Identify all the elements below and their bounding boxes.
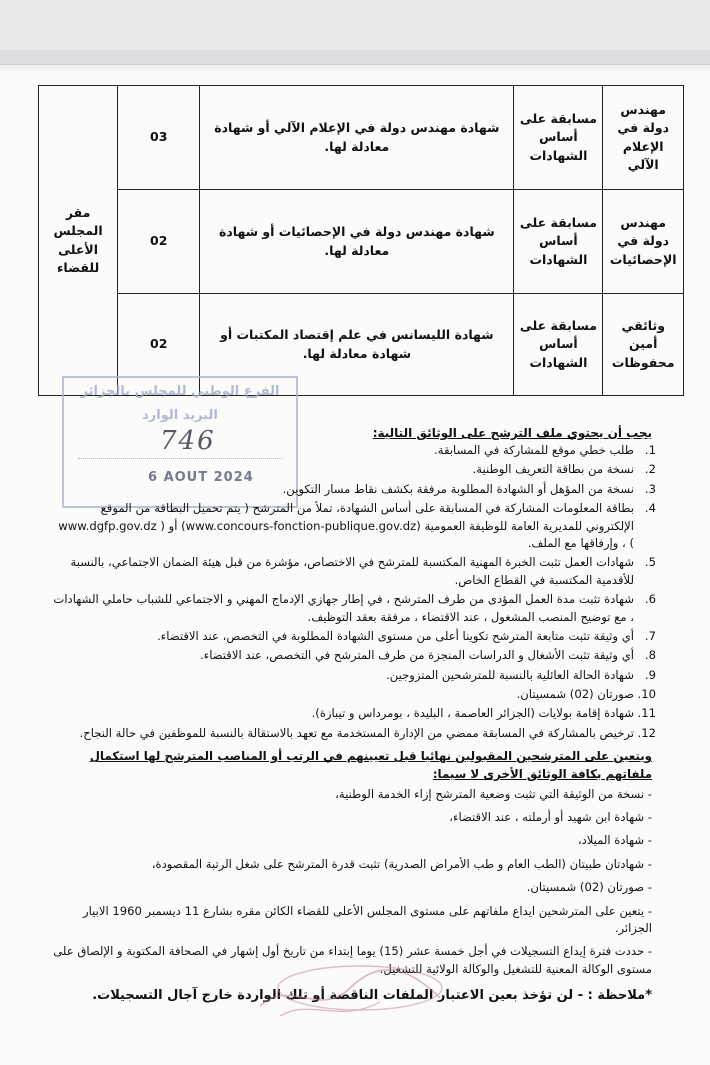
item-text: بطاقة المعلومات المشاركة في المسابقة على أساس الشهادة، تملأ من المترشح ( يتم تحميل البطاقة من الموقع الإلكتروني للمديرية العامة للوظيفة العمومية (www.concours-fonction-publique.gov.dz) أو ( www.dgfp.gov.dz ) ، وإرفاقها مع الملف.	[58, 501, 634, 550]
item-text: ترخيص بالمشاركة في المسابقة ممضي من الإدارة المستخدمة مع تعهد بالاستقالة بالنسبة للموظفين في حالة النجاح.	[79, 725, 634, 740]
list-item	[52, 554, 656, 589]
item-text: أي وثيقة تثبت الأشغال و الدراسات المنجزة من طرف المترشح في التخصص، عند الاقتضاء.	[200, 648, 634, 663]
item-number: 10.	[637, 687, 656, 702]
stamp-number: 746	[160, 426, 216, 456]
positions-table	[38, 85, 684, 396]
item-text: نسخة من المؤهل أو الشهادة المطلوبة مرفقة بكشف نقاط مسار التكوين.	[282, 481, 634, 496]
list-item	[52, 725, 656, 742]
table-row	[39, 86, 684, 190]
location-cell: مقر المجلس الأعلى للقضاء	[39, 86, 118, 396]
item-number: 8.	[644, 648, 656, 663]
item-text: شهادة إقامة بولايات (الجزائر العاصمة ، البليدة ، بومرداس و تيبازة).	[311, 706, 634, 721]
certificate-cell: شهادة مهندس دولة في الإحصائيات أو شهادة معادلة لها.	[200, 190, 514, 294]
item-number: 5.	[644, 555, 656, 570]
required-documents-section	[52, 424, 656, 1006]
item-number: 12.	[637, 725, 656, 740]
item-text: شهادة تثبت مدة العمل المؤدى من طرف المترشح ، في إطار جهازي الإدماج المهني و الاجتماعي للشباب حاملي الشهادات ، مع توضيح المنصب المشغول ، عند الاقتضاء ، مرفقة بعقد التوظيف.	[53, 592, 634, 624]
item-text: صورتان (02) شمسيتان.	[516, 687, 634, 702]
list-item: - شهادة ابن شهيد أو أرملته ، عند الاقتضاء،	[449, 810, 652, 825]
accepted-documents-list	[52, 786, 652, 897]
grade-cell: مهندس دولة في الإعلام الآلي	[603, 86, 684, 190]
item-number: 4.	[644, 501, 656, 516]
item-text: طلب خطي موقع للمشاركة في المسابقة.	[434, 443, 634, 457]
deposit-instruction: - يتعين على المترشحين ايداع ملفاتهم على مستوى المجلس الأعلى للقضاء الكائن مقره بشارع 11 ديسمبر 1960 الابيار الجزائر.	[82, 903, 652, 935]
list-item	[52, 686, 656, 703]
list-item	[52, 647, 656, 664]
item-text: شهادة الحالة العائلية بالنسبة للمترشحين المتزوجين.	[386, 667, 634, 682]
stamp-line-2: البريد الوارد	[142, 408, 218, 423]
list-item	[52, 628, 656, 645]
mode-cell: مسابقة على أساس الشهادات	[514, 190, 603, 294]
list-item: - شهادتان طبيتان (الطب العام و طب الأمراض الصدرية) تثبت قدرة المترشح على شغل الرتبة المقصودة،	[151, 856, 652, 871]
list-item: - صورتان (02) شمسيتان.	[526, 880, 652, 895]
mode-cell: مسابقة على أساس الشهادات	[514, 86, 603, 190]
documents-list	[52, 442, 656, 742]
previous-page-strip	[0, 0, 710, 65]
note: *ملاحظة : - لن تؤخذ بعين الاعتبار الملفات الناقصة أو تلك الواردة خارج آجال التسجيلات.	[92, 988, 652, 1004]
certificate-cell: شهادة الليسانس في علم إقتصاد المكتبات أو شهادة معادلة لها.	[200, 294, 514, 396]
stamp-date: 6 AOUT 2024	[148, 470, 254, 485]
item-number: 1.	[644, 443, 656, 457]
list-item	[52, 500, 656, 552]
grade-cell: وثائقي أمين محفوظات	[603, 294, 684, 396]
positions-cell: 03	[118, 86, 200, 190]
item-text: أي وثيقة تثبت متابعة المترشح تكوينا أعلى من مستوى الشهادة المطلوبة في التخصص، عند الاقتضاء.	[157, 628, 634, 643]
certificate-cell: شهادة مهندس دولة في الإعلام الآلي أو شهادة معادلة لها.	[200, 86, 514, 190]
mode-cell: مسابقة على أساس الشهادات	[514, 294, 603, 396]
list-item	[52, 667, 656, 684]
item-text: نسخة من بطاقة التعريف الوطنية.	[472, 462, 634, 477]
item-text: شهادات العمل تثبت الخبرة المهنية المكتسبة للمترشح في الاختصاص، مؤشرة من قبل هيئة الضمان الاجتماعي، بالنسبة للأقدمية المكتسبة في القطاع الخاص.	[70, 555, 634, 587]
list-item	[52, 461, 656, 478]
list-item: - نسخة من الوثيقة التي تثبت وضعية المترشح إزاء الخدمة الوطنية،	[335, 786, 652, 801]
positions-cell: 02	[118, 190, 200, 294]
stamp-line-1: الفرع الوطني للمجلس بالجزائر	[80, 384, 280, 399]
list-item	[52, 591, 656, 626]
item-number: 7.	[644, 628, 656, 643]
item-number: 9.	[644, 667, 656, 682]
page-edge	[0, 50, 710, 64]
grade-cell: مهندس دولة في الإحصائيات	[603, 190, 684, 294]
list-item	[52, 442, 656, 459]
signature-stamp-icon	[250, 958, 450, 1028]
deposit-period: - حددت فترة إيداع التسجيلات في أجل خمسة عشر (15) يوما إبتداء من تاريخ أول إشهار في الصحافة المكتوبة و الإلصاق على مستوى الوكالة المعنية للتشغيل والوكالة الولائية للتشغيل.	[53, 944, 652, 976]
documents-heading: يجب أن يحتوي ملف الترشح على الوثائق التالية:	[372, 426, 652, 440]
item-number: 6.	[644, 592, 656, 607]
list-item	[52, 481, 656, 498]
item-number: 3.	[644, 481, 656, 496]
item-number: 2.	[644, 462, 656, 477]
list-item: - شهادة الميلاد،	[577, 833, 652, 848]
list-item	[52, 705, 656, 722]
accepted-candidates-heading: ويتعين على المترشحين المقبولين نهائيا قبل تعيينهم في الرتب أو المناصب المترشح لها استكمال ملفاتهم بكافة الوثائق الأخرى لا سيما:	[89, 749, 652, 781]
item-number: 11.	[637, 706, 656, 721]
table-row	[39, 190, 684, 294]
positions-cell: 02	[118, 294, 200, 396]
